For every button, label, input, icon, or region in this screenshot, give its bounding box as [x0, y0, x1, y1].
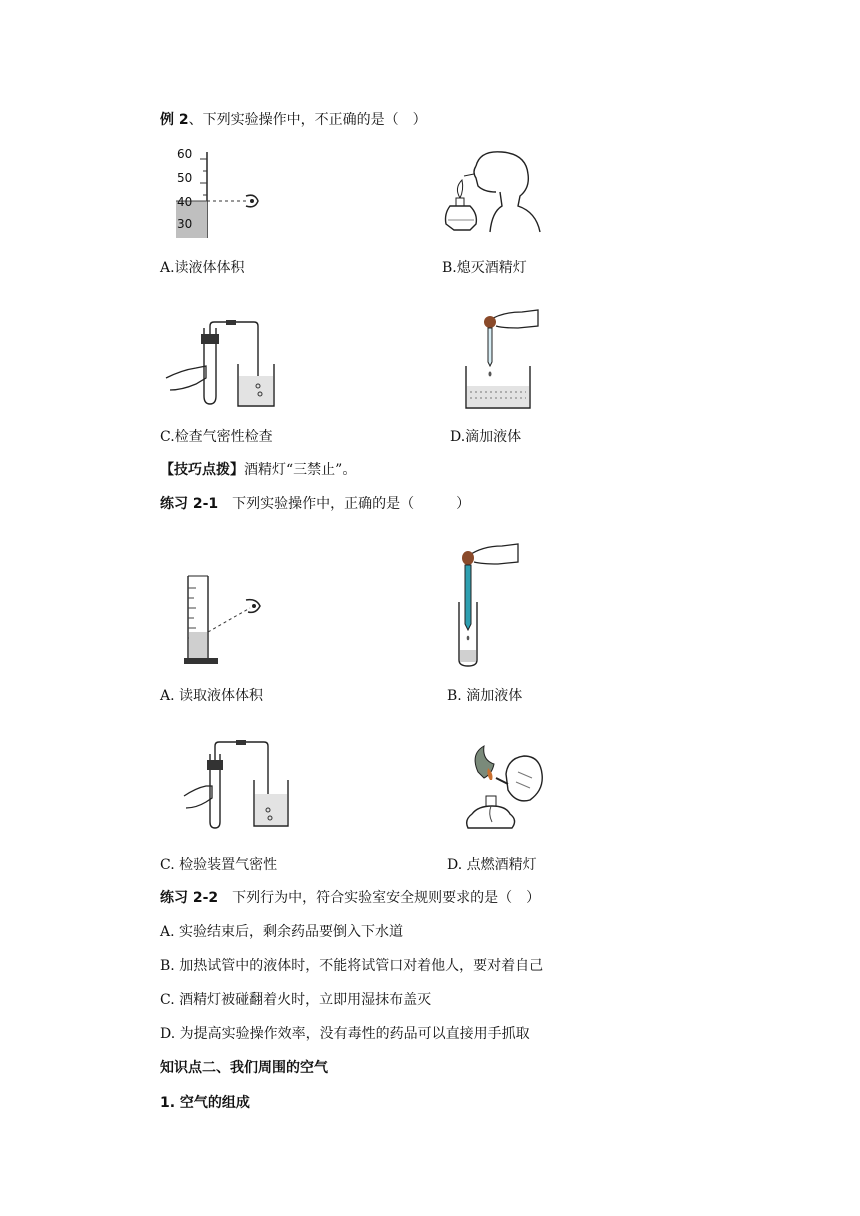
tip-label: 【技巧点拨】: [160, 462, 244, 478]
exercise-2-1-label: 练习 2-1: [160, 496, 219, 512]
blow-out-alcohol-lamp-icon: [440, 148, 544, 234]
exercise-2-1-caption-c: C. 检验装置气密性: [160, 857, 278, 873]
airtightness-check-icon: [166, 320, 276, 414]
example-2-caption-b: B.熄灭酒精灯: [442, 260, 527, 276]
exercise-2-1-caption-d: D. 点燃酒精灯: [447, 857, 537, 873]
scale-label-30: 30: [177, 217, 193, 231]
tip-text: 酒精灯“三禁止”。: [244, 462, 357, 478]
example-2-stem: [160, 110, 427, 130]
dropper-into-test-tube-icon: [452, 540, 522, 670]
example-2-caption-d: D.滴加液体: [450, 429, 522, 445]
scale-label-50: 50: [177, 171, 193, 185]
section-subtitle: 1. 空气的组成: [160, 1095, 250, 1111]
exercise-2-1-question: 下列实验操作中，正确的是（ ）: [218, 496, 471, 512]
example-2-question: 、下列实验操作中，不正确的是（ ）: [188, 112, 427, 128]
exercise-2-1-stem: [160, 494, 470, 514]
cylinder-reading-angle-icon: [180, 574, 270, 670]
lamp-lighting-lamp-icon: [458, 744, 550, 836]
airtightness-apparatus-icon: [184, 740, 294, 832]
exercise-2-2-label: 练习 2-2: [160, 890, 219, 906]
scale-label-60: 60: [177, 147, 193, 161]
dropper-into-beaker-icon: [462, 306, 542, 414]
exercise-2-2-option-d: D. 为提高实验操作效率，没有毒性的药品可以直接用手抓取: [160, 1026, 530, 1042]
example-2-caption-c: C.检查气密性检查: [160, 429, 273, 445]
exercise-2-1-caption-b: B. 滴加液体: [447, 688, 523, 704]
exercise-2-2-stem: [160, 888, 540, 908]
scale-label-40: 40: [177, 195, 193, 209]
exercise-2-2-option-b: B. 加热试管中的液体时，不能将试管口对着他人，要对着自己: [160, 958, 544, 974]
exercise-2-2-option-a: A. 实验结束后，剩余药品要倒入下水道: [160, 924, 404, 940]
exercise-2-2-question: 下列行为中，符合实验室安全规则要求的是（ ）: [218, 890, 541, 906]
exercise-2-2-option-c: C. 酒精灯被碰翻着火时，立即用湿抹布盖灭: [160, 992, 432, 1008]
section-title: 知识点二、我们周围的空气: [160, 1060, 328, 1076]
exercise-2-1-caption-a: A. 读取液体体积: [160, 688, 264, 704]
tip-line: [160, 460, 356, 480]
example-2-caption-a: A.读液体体积: [160, 260, 245, 276]
example-2-label: 例 2: [160, 112, 189, 128]
